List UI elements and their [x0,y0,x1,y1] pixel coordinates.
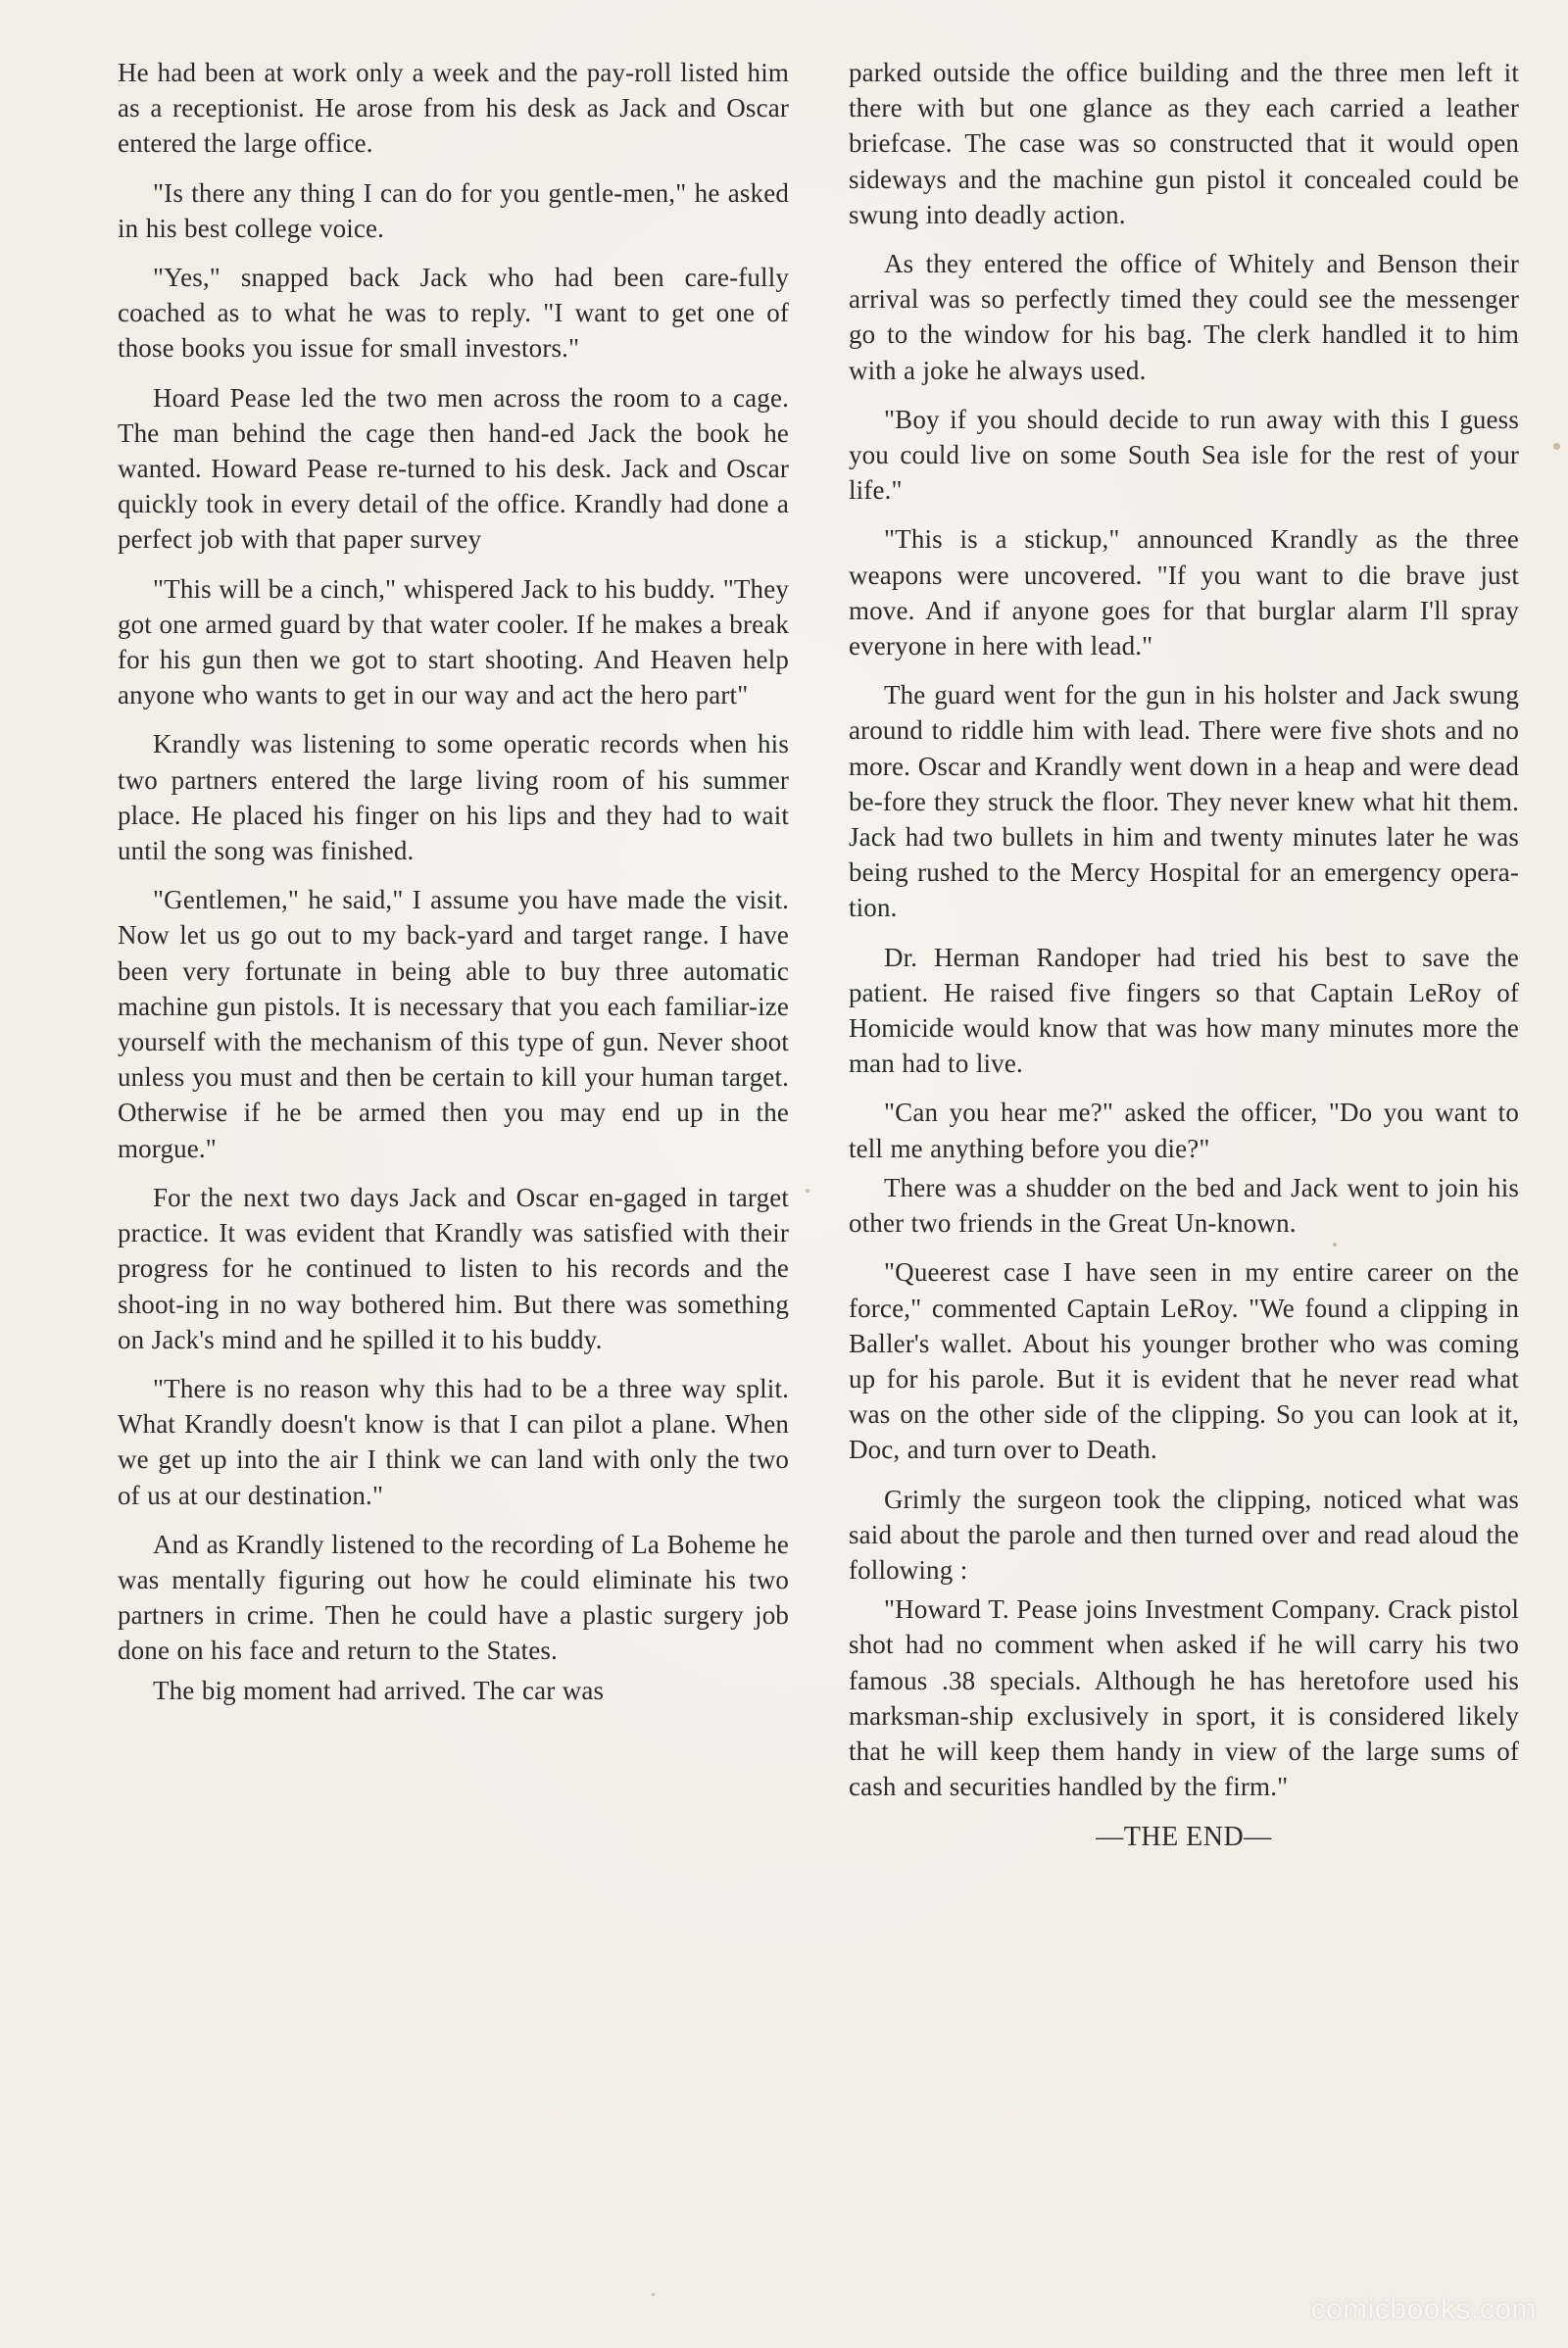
paragraph: "Yes," snapped back Jack who had been care-fully coached as to what he was to reply. "I want to get one of those books you issue for small investors." [118,263,789,364]
paragraph: "Boy if you should decide to run away with this I guess you could live on some South Sea isle for the rest of your life." [849,404,1519,506]
paper-speck [652,2293,655,2296]
paper-speck [806,1189,809,1193]
watermark-text: comicbooks.com [1310,2293,1537,2325]
paragraph: "This is a stickup," announced Krandly as the three weapons were uncovered. "If you want to die brave just move. And if anyone goes for that burglar alarm I'll spray everyone in here with lead." [849,524,1519,661]
paper-speck [1333,1243,1337,1247]
paragraph-continued: The big moment had arrived. The car was [153,1675,605,1705]
paragraph: Grimly the surgeon took the clipping, noticed what was said about the parole and then turned over and read aloud the following : [849,1484,1519,1585]
paragraph: "Gentlemen," he said," I assume you have made the visit. Now let us go out to my back-yard and target range. I have been very fortunate in being able to buy three automatic machine gun pistols. It is necessary that you each familiar-ize yourself with the mechanism of this type of gun. Never shoot unless you must and then be certain to kill your human target. Otherwise if he be armed then you may end up in the morgue." [118,885,789,1163]
paragraph: Hoard Pease led the two men across the room to a cage. The man behind the cage then hand-ed Jack the book he wanted. Howard Pease re-turned to his desk. Jack and Oscar quickly took in every detail of the office. Krandly had done a perfect job with that paper survey [118,382,789,555]
paragraph: "Can you hear me?" asked the officer, "Do you want to tell me anything before you die?" [849,1098,1519,1163]
paragraph: "This will be a cinch," whispered Jack to his buddy. "They got one armed guard by that water cooler. If he makes a break for his gun then we got to start shooting. And Heaven help anyone who wants to get in our way and act the hero part" [118,573,789,710]
right-column [849,55,1519,1857]
paragraph: Krandly was listening to some operatic records when his two partners entered the large living room of his summer place. He placed his finger on his lips and they had to wait until the song was finished. [118,729,789,866]
paragraph: Dr. Herman Randoper had tried his best to save the patient. He raised five fingers so that Captain LeRoy of Homicide would know that was how many minutes more the man had to live. [849,942,1519,1079]
paragraph: "Queerest case I have seen in my entire career on the force," commented Captain LeRoy. "We found a clipping in Baller's wallet. About his younger brother who was coming up for his parole. But it is evident that he never read what was on the other side of the clipping. So you can look at it, Doc, and turn over to Death. [849,1257,1519,1465]
paragraph: parked outside the office building and the three men left it there with but one glance as they each carried a leather briefcase. The case was so constructed that it would open sideways and the machine gun pistol it concealed could be swung into deadly action. [849,58,1519,229]
paper-speck [1553,443,1560,450]
left-column [118,55,789,1722]
the-end-label: —THE END— [1096,1822,1272,1853]
paragraph-quote: "Howard T. Pease joins Investment Company. Crack pistol shot had no comment when asked if he will carry his two famous .38 specials. Although he has heretofore used his marksman-ship exclusively in sport, it is considered likely that he will keep them handy in view of the large sums of cash and securities handled by the firm." [849,1594,1519,1802]
paragraph: He had been at work only a week and the pay-roll listed him as a receptionist. He arose from his desk as Jack and Oscar entered the large office. [118,58,789,159]
paragraph: As they entered the office of Whitely and Benson their arrival was so perfectly timed they could see the messenger go to the window for his bag. The clerk handled it to him with a joke he always used. [849,249,1519,385]
paragraph: And as Krandly listened to the recording of La Boheme he was mentally figuring out how he could eliminate his two partners in crime. Then he could have a plastic surgery job done on his face and return to the States. [118,1529,789,1666]
paragraph: "There is no reason why this had to be a three way split. What Krandly doesn't know is that I can pilot a plane. When we get up into the air I think we can land with only the two of us at our destination." [118,1373,789,1510]
paragraph: "Is there any thing I can do for you gentle-men," he asked in his best college voice. [118,177,789,243]
paragraph: The guard went for the gun in his holster and Jack swung around to riddle him with lead. There were five shots and no more. Oscar and Krandly went down in a heap and were dead be-fore they struck the floor. They never knew what hit them. Jack had two bullets in him and twenty minutes later he was being rushed to the Mercy Hospital for an emergency opera-tion. [849,680,1519,923]
paragraph: For the next two days Jack and Oscar en-gaged in target practice. It was evident that Krandly was satisfied with their progress for he continued to listen to his records and the shoot-ing in no way bothered him. But there was something on Jack's mind and he spilled it to his buddy. [118,1182,789,1354]
paragraph: There was a shudder on the bed and Jack went to join his other two friends in the Great Un-known. [849,1172,1519,1239]
